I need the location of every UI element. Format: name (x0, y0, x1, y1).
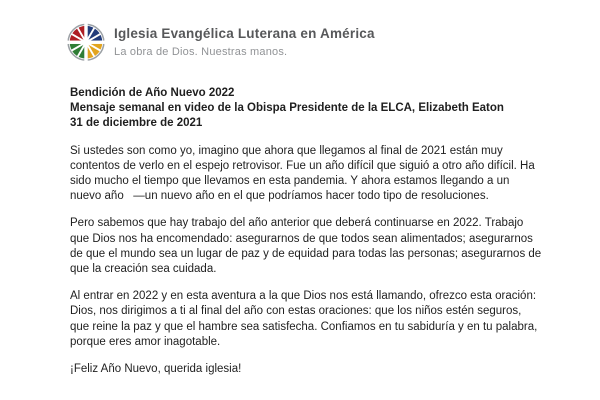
brand-name: Iglesia Evangélica Luterana en América (114, 26, 375, 41)
brand-tagline: La obra de Dios. Nuestras manos. (114, 45, 288, 58)
title-line-3: 31 de diciembre de 2021 (70, 117, 203, 130)
paragraph-1: Si ustedes son como yo, imagino que ahora que llegamos al final de 2021 están muy contentos de verlo en el espejo retrovisor. Fue un año difícil que siguió a otro año difícil. Ha sido mucho el tiempo que llevamos en esta pandemia. Y ahora estamos llegando a un nuevo año —un nuevo año en el que podríamos hacer todo tipo de resoluciones. (70, 144, 538, 203)
document-title (70, 86, 542, 132)
title-line-1: Bendición de Año Nuevo 2022 (70, 87, 235, 99)
closing-line: ¡Feliz Año Nuevo, querida iglesia! (70, 363, 242, 376)
elca-logo-icon (67, 21, 105, 62)
brand-text-block (114, 21, 375, 58)
document-body (70, 86, 545, 377)
letterhead (67, 21, 375, 62)
paragraph-2: Pero sabemos que hay trabajo del año anterior que deberá continuarse en 2022. Trabajo que Dios nos ha encomendado: asegurarnos de que todos sean alimentados; asegurarnos de que el mundo sea un lugar de paz y de equidad para todas las personas; asegurarnos de que la creación sea cuidada. (70, 217, 545, 276)
title-line-2: Mensaje semanal en video de la Obispa Presidente de la ELCA, Elizabeth Eaton (70, 102, 504, 115)
paragraph-3: Al entrar en 2022 y en esta aventura a la que Dios nos está llamando, ofrezco esta oración: Dios, nos dirigimos a ti al final del año con estas oraciones: que los niños estén seguros, que reine la paz y que el hambre sea satisfecha. Confiamos en tu sabiduría y en tu palabra, porque eres amor inagotable. (70, 290, 541, 348)
